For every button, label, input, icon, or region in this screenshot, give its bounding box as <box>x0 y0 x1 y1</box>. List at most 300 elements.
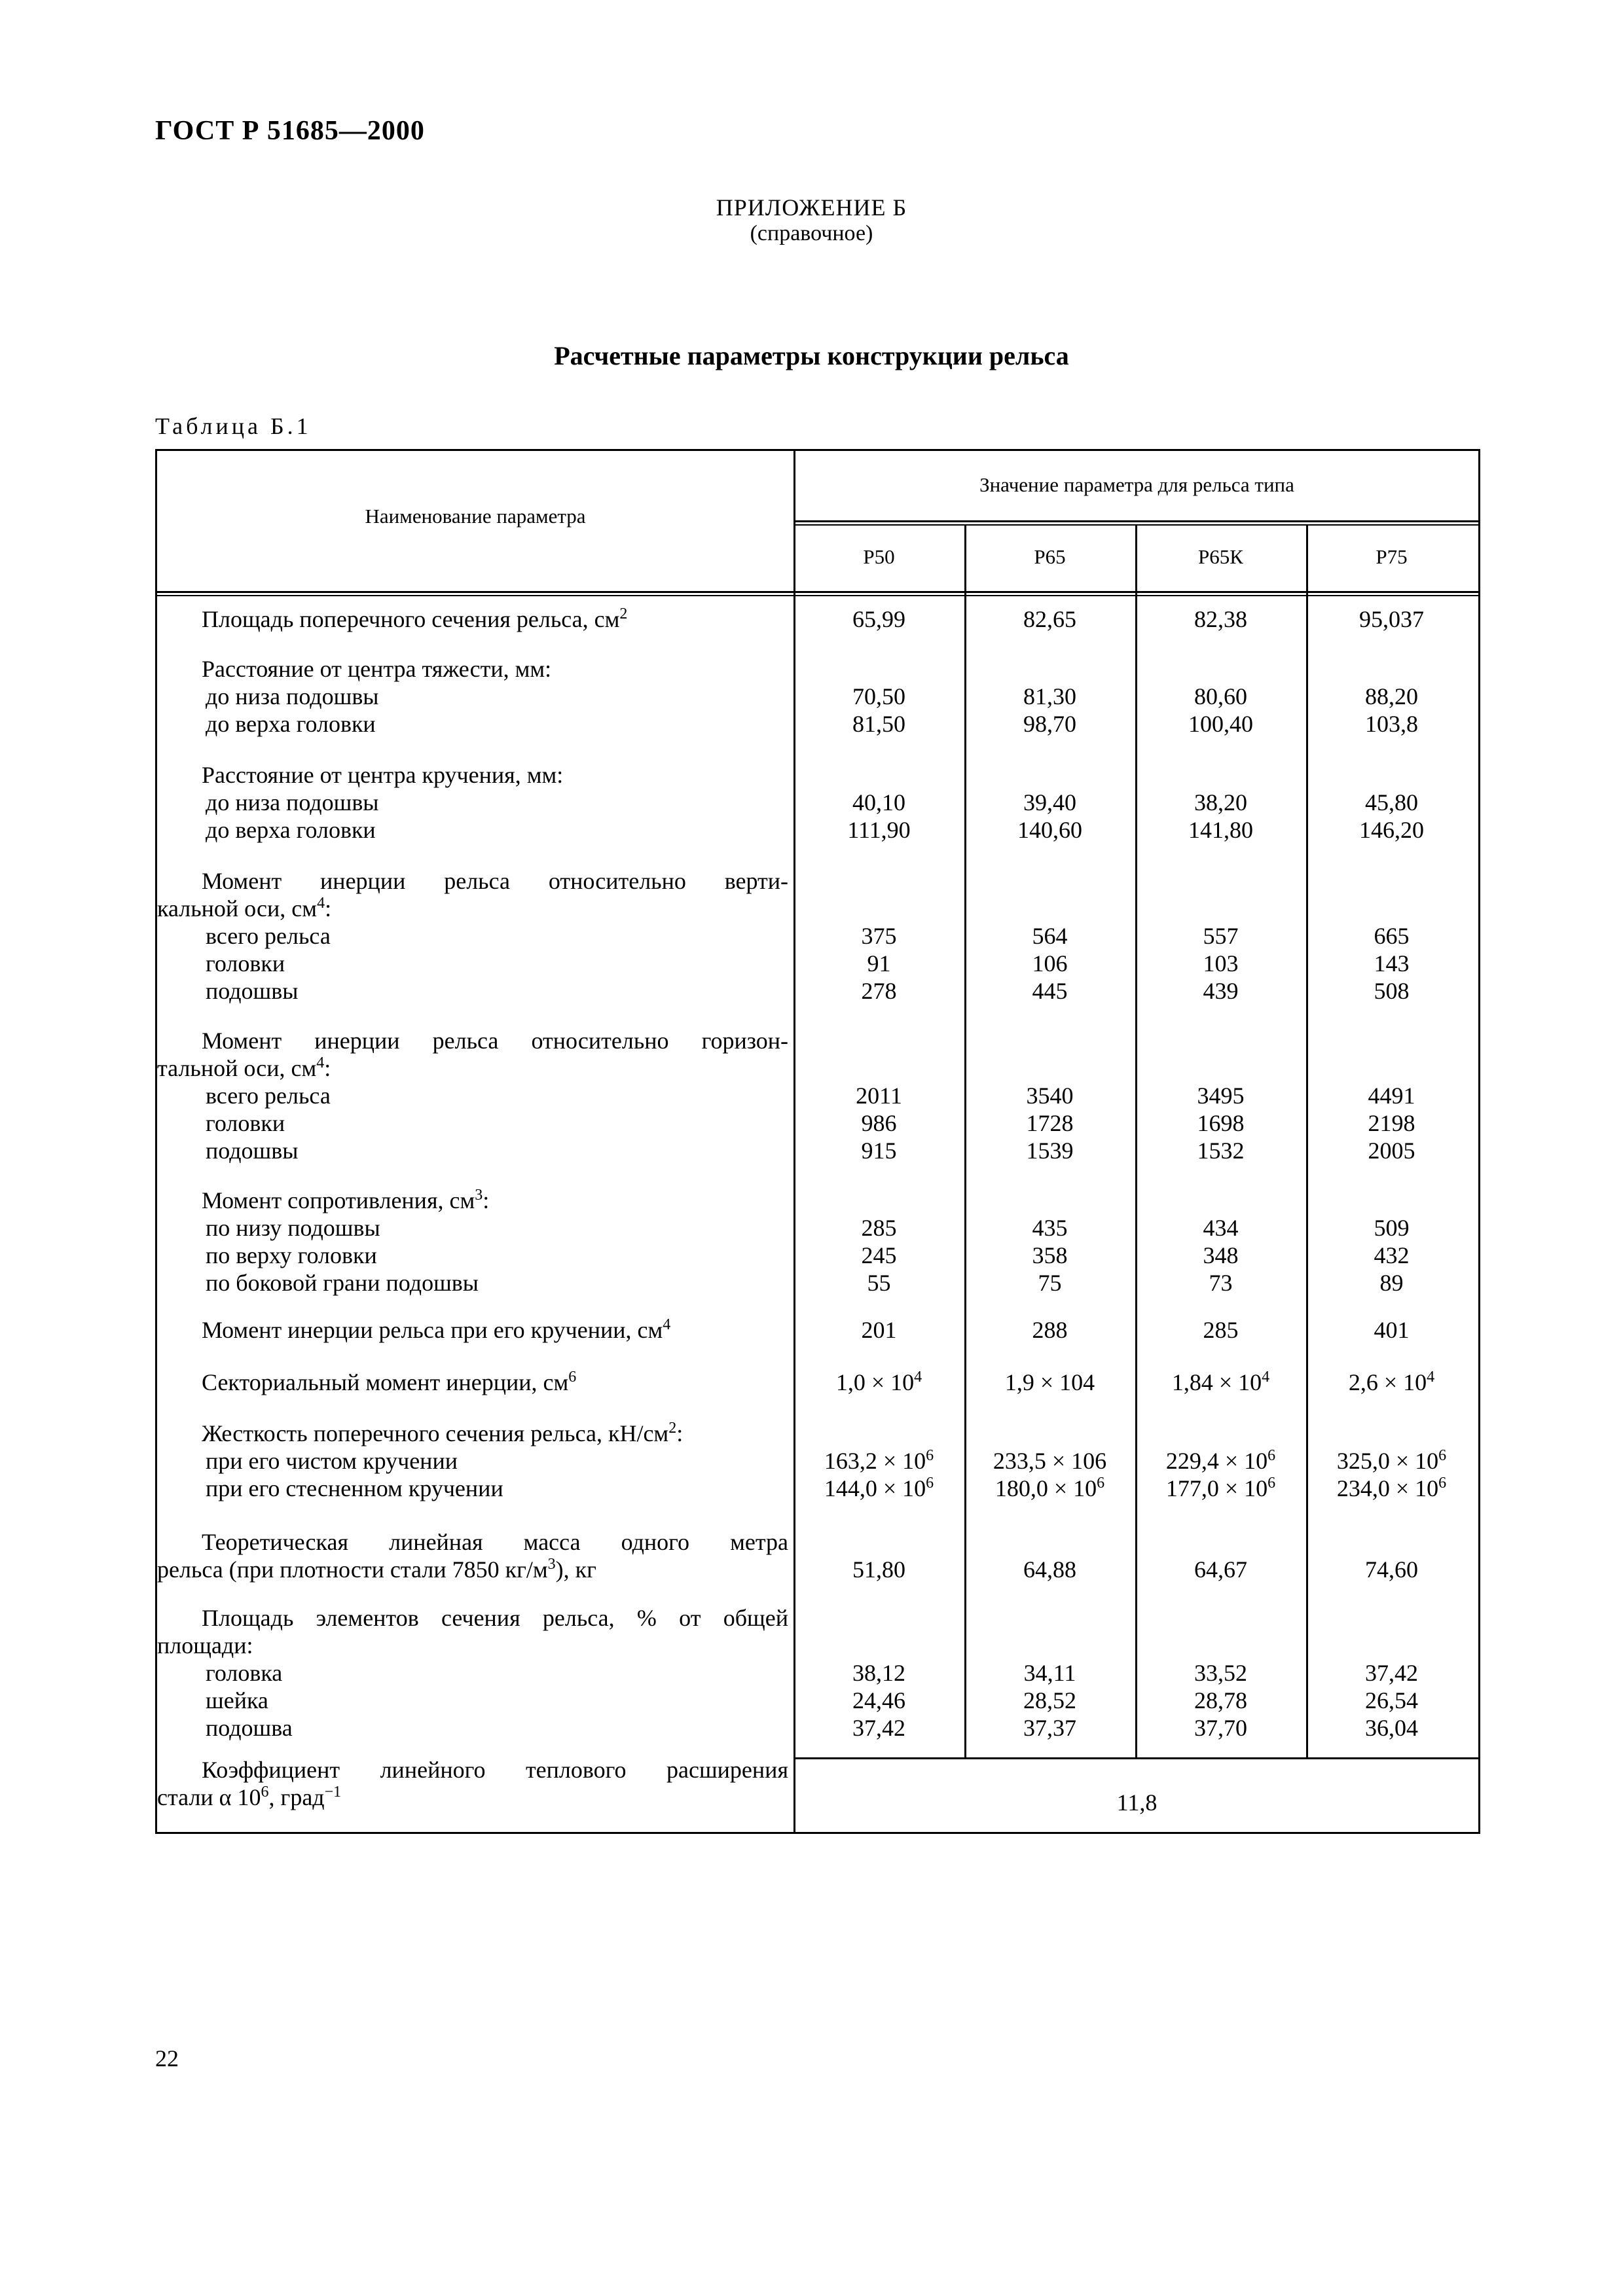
superscript: 6 <box>1438 1447 1447 1464</box>
parameter-title-text: Жесткость поперечного сечения рельса, кН/см <box>202 1420 669 1446</box>
value-cell <box>1135 1687 1306 1714</box>
value-cell <box>793 1659 964 1687</box>
value-text: 1532 <box>1197 1138 1245 1164</box>
parameter-title-text: тальной оси, см <box>157 1055 317 1081</box>
merged-row-line <box>793 1757 1480 1759</box>
parameter-title-suffix: ), кг <box>555 1556 596 1583</box>
value-cell <box>1135 1316 1306 1344</box>
parameter-sub-item <box>157 922 792 950</box>
value-cell <box>1306 1242 1477 1269</box>
parameter-name <box>157 655 792 738</box>
value-text: 143 <box>1374 950 1410 977</box>
parameter-title-line <box>157 1604 792 1632</box>
column-header-parameter: Наименование параметра <box>365 505 586 528</box>
value-text: 37,42 <box>1365 1660 1418 1686</box>
parameter-title-line <box>157 761 792 789</box>
superscript: 2 <box>668 1420 677 1437</box>
value-cell <box>1135 977 1306 1005</box>
value-text: 508 <box>1374 978 1410 1004</box>
value-text: 288 <box>1032 1317 1068 1343</box>
parameter-sub-text: по низу подошвы <box>206 1215 380 1241</box>
value-text: 229,4 × 10 <box>1165 1448 1268 1474</box>
superscript: 4 <box>317 895 325 912</box>
value-text: 986 <box>861 1110 897 1136</box>
value-cell <box>964 1137 1135 1164</box>
value-cell <box>793 789 964 816</box>
value-cell <box>793 1687 964 1714</box>
value-text: 70,50 <box>852 683 905 709</box>
parameter-sub-text: всего рельса <box>206 1083 331 1109</box>
parameter-title-text: Секториальный момент инерции, см <box>202 1369 569 1395</box>
value-cell <box>793 977 964 1005</box>
value-cell <box>793 1475 964 1502</box>
value-text: 3540 <box>1026 1083 1074 1109</box>
superscript: 6 <box>261 1784 269 1801</box>
parameter-sub-text: до низа подошвы <box>206 683 379 709</box>
superscript: 6 <box>1097 1475 1105 1492</box>
value-text: 100,40 <box>1188 711 1253 737</box>
value-text: 278 <box>861 978 897 1004</box>
parameter-sub-text: до верха головки <box>206 817 376 843</box>
parameter-sub-text: подошвы <box>206 1138 299 1164</box>
parameter-sub-item <box>157 1687 792 1714</box>
value-text: 141,80 <box>1188 817 1253 843</box>
superscript: 6 <box>926 1475 934 1492</box>
value-text: 325,0 × 10 <box>1336 1448 1439 1474</box>
superscript: 4 <box>316 1054 325 1071</box>
document-id: ГОСТ Р 51685—2000 <box>155 116 425 146</box>
parameter-title-suffix: : <box>676 1420 684 1446</box>
value-cell <box>1135 950 1306 977</box>
value-cell <box>964 1082 1135 1109</box>
parameter-name <box>157 1187 792 1297</box>
value-cell <box>793 1714 964 1742</box>
value-text: 88,20 <box>1365 683 1418 709</box>
parameter-sub-item <box>157 977 792 1005</box>
value-text: 28,78 <box>1194 1687 1247 1713</box>
value-text: 435 <box>1032 1215 1068 1241</box>
value-text: 1,0 × 10 <box>835 1369 915 1395</box>
value-text: 2005 <box>1368 1138 1415 1164</box>
superscript: 4 <box>1262 1369 1270 1386</box>
parameter-sub-text: до низа подошвы <box>206 789 379 816</box>
value-text: 434 <box>1203 1215 1239 1241</box>
value-text: 64,88 <box>1023 1556 1076 1583</box>
parameter-title-line <box>157 1054 792 1082</box>
parameters-table <box>155 449 1480 1834</box>
header-divider <box>793 520 1480 522</box>
parameter-name <box>157 1316 792 1344</box>
value-cell <box>964 1316 1135 1344</box>
value-cell <box>964 1687 1135 1714</box>
parameter-title-text: Коэффициент линейного теплового расширения <box>202 1757 788 1783</box>
value-text: 245 <box>861 1242 897 1268</box>
parameter-sub-text: головка <box>206 1660 283 1686</box>
value-text: 180,0 × 10 <box>994 1475 1097 1501</box>
value-text: 445 <box>1032 978 1068 1004</box>
value-text: 103 <box>1203 950 1239 977</box>
parameter-sub-item <box>157 789 792 816</box>
parameter-title-line <box>157 1187 792 1214</box>
value-text: 98,70 <box>1023 711 1076 737</box>
value-text: 81,30 <box>1023 683 1076 709</box>
parameter-title-text: кальной оси, см <box>157 895 318 922</box>
header-bottom-line <box>157 591 1480 593</box>
parameter-name <box>157 1756 792 1811</box>
parameter-title-line <box>157 1528 792 1556</box>
merged-value-cell <box>793 1789 1480 1816</box>
column-header-rail-type: Р65К <box>1198 545 1243 568</box>
value-text: 74,60 <box>1365 1556 1418 1583</box>
value-text: 564 <box>1032 923 1068 949</box>
superscript: 6 <box>1267 1447 1276 1464</box>
parameter-title-line <box>157 1784 792 1811</box>
value-text: 55 <box>867 1270 891 1296</box>
value-text: 51,80 <box>852 1556 905 1583</box>
parameter-sub-item <box>157 710 792 738</box>
value-cell <box>793 1556 964 1583</box>
parameter-title-line <box>157 867 792 895</box>
value-text: 285 <box>1203 1317 1239 1343</box>
value-text: 80,60 <box>1194 683 1247 709</box>
parameter-title-line <box>157 1027 792 1054</box>
value-cell <box>1306 1369 1477 1396</box>
value-text: 37,42 <box>852 1715 905 1741</box>
parameter-title-text: площади: <box>157 1632 253 1659</box>
value-text: 1728 <box>1026 1110 1074 1136</box>
parameter-sub-item <box>157 1714 792 1742</box>
value-cell <box>1135 816 1306 844</box>
parameter-title-line <box>157 1316 792 1344</box>
parameter-name <box>157 1369 792 1396</box>
parameter-title-text: Площадь элементов сечения рельса, % от общей <box>202 1605 788 1631</box>
value-cell <box>1135 922 1306 950</box>
value-cell <box>964 1659 1135 1687</box>
value-cell <box>964 1109 1135 1137</box>
value-cell <box>1306 950 1477 977</box>
value-cell <box>793 1447 964 1475</box>
header-bottom-line <box>157 595 1480 596</box>
value-cell <box>793 1269 964 1297</box>
parameter-name <box>157 761 792 844</box>
value-text: 1698 <box>1197 1110 1245 1136</box>
value-text: 358 <box>1032 1242 1068 1268</box>
page-title: Расчетные параметры конструкции рельса <box>554 341 1069 370</box>
value-cell <box>964 922 1135 950</box>
parameter-name <box>157 1528 792 1583</box>
superscript: 3 <box>475 1187 483 1204</box>
table-label: Таблица Б.1 <box>155 413 312 439</box>
parameter-title-line <box>157 1756 792 1784</box>
column-group-header: Значение параметра для рельса типа <box>979 473 1294 496</box>
value-cell <box>793 1316 964 1344</box>
parameter-sub-item <box>157 1659 792 1687</box>
value-text: 375 <box>861 923 897 949</box>
parameter-title-line <box>157 605 792 633</box>
value-cell <box>793 816 964 844</box>
value-text: 4491 <box>1368 1083 1415 1109</box>
value-cell <box>1306 1269 1477 1297</box>
value-text: 665 <box>1374 923 1410 949</box>
value-text: 34,11 <box>1023 1660 1076 1686</box>
value-cell <box>1306 977 1477 1005</box>
value-cell <box>1135 1137 1306 1164</box>
value-cell <box>964 816 1135 844</box>
value-text: 36,04 <box>1365 1715 1418 1741</box>
value-text: 177,0 × 10 <box>1165 1475 1268 1501</box>
parameter-sub-text: шейка <box>206 1687 268 1713</box>
parameter-title-text: Момент инерции рельса относительно горизон- <box>202 1028 788 1054</box>
parameter-title-text: Площадь поперечного сечения рельса, см <box>202 606 620 632</box>
parameter-name <box>157 1604 792 1742</box>
value-text: 1,9 × 104 <box>1004 1369 1095 1395</box>
value-cell <box>964 1447 1135 1475</box>
parameter-title-text: стали α 10 <box>157 1784 261 1810</box>
value-cell <box>1306 1137 1477 1164</box>
parameter-sub-item <box>157 1109 792 1137</box>
value-text: 24,46 <box>852 1687 905 1713</box>
value-text: 2011 <box>856 1083 902 1109</box>
value-cell <box>1135 683 1306 710</box>
value-cell <box>1135 1556 1306 1583</box>
parameter-sub-text: подошва <box>206 1715 293 1741</box>
parameter-title-suffix: : <box>325 895 332 922</box>
value-text: 2198 <box>1368 1110 1415 1136</box>
superscript: 3 <box>547 1556 556 1573</box>
value-cell <box>1135 1369 1306 1396</box>
value-text: 348 <box>1203 1242 1239 1268</box>
value-cell <box>1135 1714 1306 1742</box>
parameter-sub-item <box>157 1242 792 1269</box>
value-cell <box>1306 605 1477 633</box>
parameter-sub-item <box>157 1082 792 1109</box>
value-cell <box>793 683 964 710</box>
parameter-title-text: Момент инерции рельса при его кручении, см <box>202 1317 663 1343</box>
superscript: 6 <box>1267 1475 1276 1492</box>
value-text: 3495 <box>1197 1083 1245 1109</box>
value-text: 82,65 <box>1023 606 1076 632</box>
value-text: 11,8 <box>1116 1789 1158 1816</box>
value-cell <box>1135 1082 1306 1109</box>
value-cell <box>1306 1556 1477 1583</box>
value-text: 39,40 <box>1023 789 1076 816</box>
value-text: 111,90 <box>847 817 911 843</box>
value-text: 509 <box>1374 1215 1410 1241</box>
value-text: 26,54 <box>1365 1687 1418 1713</box>
parameter-title-suffix: : <box>324 1055 331 1081</box>
value-text: 915 <box>861 1138 897 1164</box>
parameter-sub-text: при его чистом кручении <box>206 1448 458 1474</box>
parameter-sub-item <box>157 1137 792 1164</box>
value-text: 2,6 × 10 <box>1348 1369 1427 1395</box>
column-header-rail-type: Р75 <box>1376 545 1408 568</box>
value-text: 45,80 <box>1365 789 1418 816</box>
value-cell <box>964 977 1135 1005</box>
parameter-sub-text: до верха головки <box>206 711 376 737</box>
column-header-rail-type: Р50 <box>863 545 895 568</box>
value-text: 146,20 <box>1359 817 1424 843</box>
value-text: 1539 <box>1026 1138 1074 1164</box>
value-text: 82,38 <box>1194 606 1247 632</box>
value-cell <box>964 1369 1135 1396</box>
parameter-name <box>157 1027 792 1164</box>
parameter-sub-text: по боковой грани подошвы <box>206 1270 479 1296</box>
value-cell <box>1135 1659 1306 1687</box>
value-cell <box>964 710 1135 738</box>
superscript: 4 <box>914 1369 922 1386</box>
value-text: 144,0 × 10 <box>824 1475 926 1501</box>
value-cell <box>1135 1475 1306 1502</box>
parameter-title-line <box>157 1556 792 1583</box>
parameter-sub-text: подошвы <box>206 978 299 1004</box>
superscript: −1 <box>324 1784 342 1801</box>
value-cell <box>1135 1447 1306 1475</box>
value-cell <box>1306 1447 1477 1475</box>
value-text: 401 <box>1374 1317 1410 1343</box>
value-cell <box>1306 1687 1477 1714</box>
value-cell <box>1306 1214 1477 1242</box>
value-cell <box>964 1269 1135 1297</box>
value-text: 40,10 <box>852 789 905 816</box>
value-cell <box>1135 605 1306 633</box>
value-text: 432 <box>1374 1242 1410 1268</box>
value-cell <box>1135 1214 1306 1242</box>
column-header-rail-type: Р65 <box>1034 545 1066 568</box>
value-cell <box>964 1475 1135 1502</box>
value-text: 81,50 <box>852 711 905 737</box>
value-text: 201 <box>861 1317 897 1343</box>
value-cell <box>1135 1109 1306 1137</box>
value-text: 140,60 <box>1017 817 1082 843</box>
value-text: 163,2 × 10 <box>824 1448 926 1474</box>
parameter-title-line <box>157 1420 792 1447</box>
value-cell <box>1306 1316 1477 1344</box>
value-cell <box>1306 789 1477 816</box>
value-cell <box>1306 922 1477 950</box>
parameter-sub-text: при его стесненном кручении <box>206 1475 503 1501</box>
value-cell <box>1135 710 1306 738</box>
parameter-sub-item <box>157 1475 792 1502</box>
parameter-name <box>157 605 792 633</box>
value-text: 33,52 <box>1194 1660 1247 1686</box>
value-cell <box>793 1242 964 1269</box>
parameter-title-line <box>157 1632 792 1659</box>
parameter-title-text: Расстояние от центра кручения, мм: <box>202 762 564 788</box>
value-text: 37,70 <box>1194 1715 1247 1741</box>
value-cell <box>793 1214 964 1242</box>
value-text: 233,5 × 106 <box>993 1448 1107 1474</box>
parameter-title-line <box>157 895 792 922</box>
superscript: 4 <box>663 1316 671 1333</box>
value-cell <box>793 1137 964 1164</box>
parameter-title-text: рельса (при плотности стали 7850 кг/м <box>157 1556 548 1583</box>
value-cell <box>964 1556 1135 1583</box>
value-cell <box>964 1242 1135 1269</box>
value-text: 1,84 × 10 <box>1171 1369 1262 1395</box>
value-cell <box>964 605 1135 633</box>
value-cell <box>1306 1714 1477 1742</box>
value-cell <box>1306 1109 1477 1137</box>
superscript: 2 <box>619 605 628 622</box>
superscript: 6 <box>1438 1475 1447 1492</box>
parameter-title-line <box>157 655 792 683</box>
value-text: 64,67 <box>1194 1556 1247 1583</box>
value-text: 37,37 <box>1023 1715 1076 1741</box>
value-cell <box>1306 1082 1477 1109</box>
value-cell <box>1306 1475 1477 1502</box>
value-cell <box>1306 683 1477 710</box>
value-cell <box>964 683 1135 710</box>
parameter-title-text: Момент инерции рельса относительно верти- <box>202 868 788 894</box>
value-cell <box>793 1082 964 1109</box>
value-cell <box>964 1714 1135 1742</box>
appendix-subtitle: (справочное) <box>750 221 873 245</box>
value-text: 95,037 <box>1359 606 1424 632</box>
value-cell <box>1135 1269 1306 1297</box>
parameter-sub-item <box>157 1447 792 1475</box>
value-text: 285 <box>861 1215 897 1241</box>
value-text: 89 <box>1379 1270 1404 1296</box>
parameter-title-text: Теоретическая линейная масса одного метра <box>202 1529 788 1555</box>
value-cell <box>964 789 1135 816</box>
parameter-name <box>157 867 792 1005</box>
parameter-sub-text: по верху головки <box>206 1242 377 1268</box>
parameter-sub-item <box>157 950 792 977</box>
value-cell <box>1306 710 1477 738</box>
value-cell <box>793 605 964 633</box>
parameter-title-text: Момент сопротивления, см <box>202 1187 475 1213</box>
parameter-sub-item <box>157 683 792 710</box>
value-cell <box>1306 816 1477 844</box>
value-cell <box>793 922 964 950</box>
value-text: 234,0 × 10 <box>1336 1475 1439 1501</box>
parameter-title-line <box>157 1369 792 1396</box>
value-cell <box>793 710 964 738</box>
value-cell <box>793 1109 964 1137</box>
value-text: 28,52 <box>1023 1687 1076 1713</box>
value-text: 38,12 <box>852 1660 905 1686</box>
superscript: 6 <box>568 1369 577 1386</box>
value-text: 103,8 <box>1365 711 1418 737</box>
parameter-sub-text: головки <box>206 1110 285 1136</box>
value-cell <box>793 950 964 977</box>
value-text: 557 <box>1203 923 1239 949</box>
value-text: 106 <box>1032 950 1068 977</box>
value-text: 73 <box>1209 1270 1233 1296</box>
parameter-sub-item <box>157 1269 792 1297</box>
parameter-title-text: Расстояние от центра тяжести, мм: <box>202 656 552 682</box>
value-text: 439 <box>1203 978 1239 1004</box>
parameter-sub-text: головки <box>206 950 285 977</box>
value-cell <box>793 1369 964 1396</box>
parameter-sub-item <box>157 816 792 844</box>
value-cell <box>1306 1659 1477 1687</box>
value-cell <box>964 1214 1135 1242</box>
value-cell <box>964 950 1135 977</box>
appendix-title: ПРИЛОЖЕНИЕ Б <box>716 194 907 221</box>
value-text: 75 <box>1038 1270 1062 1296</box>
page-number: 22 <box>155 2045 179 2072</box>
value-text: 91 <box>867 950 891 977</box>
parameter-sub-text: всего рельса <box>206 923 331 949</box>
parameter-sub-item <box>157 1214 792 1242</box>
superscript: 6 <box>926 1447 934 1464</box>
parameter-title-suffix: , град <box>268 1784 325 1810</box>
parameter-title-suffix: : <box>483 1187 490 1213</box>
value-text: 38,20 <box>1194 789 1247 816</box>
parameter-name <box>157 1420 792 1502</box>
superscript: 4 <box>1427 1369 1435 1386</box>
